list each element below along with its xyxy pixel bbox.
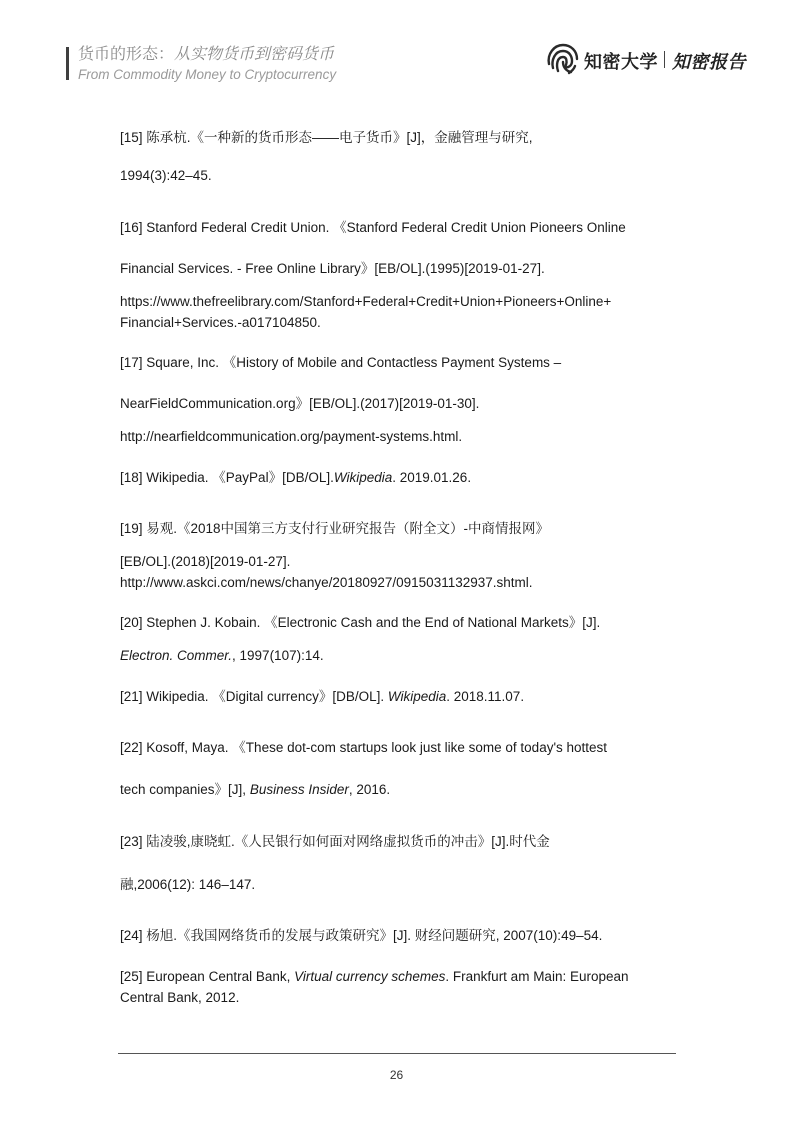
header-title-prefix: 货币的形态： [78, 46, 175, 63]
reference-22-line-2 [120, 779, 680, 800]
reference-17-line-2: NearFieldCommunication.org》[EB/OL].(2017)[2019-01-30]. [120, 396, 480, 411]
reference-18-line-1 [120, 467, 680, 488]
reference-20-italic: Electron. Commer. [120, 648, 233, 663]
reference-16-line-1: [16] Stanford Federal Credit Union. 《Stanford Federal Credit Union Pioneers Online [120, 220, 626, 235]
brand-logo [544, 40, 744, 76]
reference-25-after: . Frankfurt am Main: European [445, 969, 629, 984]
reference-24-line-1: [24] 杨旭.《我国网络货币的发展与政策研究》[J]. 财经问题研究, 2007(10):49–54. [120, 928, 603, 943]
reference-22-text: tech companies》[J], [120, 782, 250, 797]
reference-22-after: , 2016. [348, 782, 391, 797]
header-title-en: From Commodity Money to Cryptocurrency [78, 67, 337, 82]
reference-22-italic: Business Insider [249, 782, 349, 797]
reference-22-line-1: [22] Kosoff, Maya. 《These dot-com startups look just like some of today's hottest [120, 740, 608, 755]
logo-separator [664, 51, 665, 68]
reference-21-line-1 [120, 686, 680, 707]
header-title-cn [78, 45, 334, 65]
fingerprint-icon [544, 40, 580, 76]
reference-20-line-1: [20] Stephen J. Kobain. 《Electronic Cash and the End of National Markets》[J]. [120, 615, 601, 630]
reference-15-line-2: 1994(3):42–45. [120, 168, 212, 183]
footer-divider [118, 1053, 676, 1054]
reference-21-italic: Wikipedia [387, 689, 447, 704]
logo-report-text: 知密报告 [672, 52, 746, 72]
reference-25-italic: Virtual currency schemes [294, 969, 446, 984]
reference-17-line-3: http://nearfieldcommunication.org/payment-systems.html. [120, 429, 463, 444]
reference-16-line-2: Financial Services. - Free Online Library》[EB/OL].(1995)[2019-01-27]. [120, 261, 545, 276]
logo-brand-text: 知密大学 [584, 52, 658, 72]
reference-19-line-1: [19] 易观.《2018中国第三方支付行业研究报告（附全文）-中商情报网》 [120, 521, 550, 536]
reference-16-line-3: https://www.thefreelibrary.com/Stanford+Federal+Credit+Union+Pioneers+Online+ [120, 294, 612, 309]
page-number: 26 [389, 1068, 404, 1082]
reference-18-italic: Wikipedia [333, 470, 393, 485]
reference-17-line-1: [17] Square, Inc. 《History of Mobile and Contactless Payment Systems – [120, 355, 562, 370]
reference-19-line-3: http://www.askci.com/news/chanye/20180927/0915031132937.shtml. [120, 575, 533, 590]
reference-25-text: [25] European Central Bank, [120, 969, 295, 984]
header-accent-bar [66, 47, 69, 80]
reference-19-line-2: [EB/OL].(2018)[2019-01-27]. [120, 554, 291, 569]
reference-18-after: . 2019.01.26. [392, 470, 472, 485]
reference-15-line-1: [15] 陈承杭.《一种新的货币形态——电子货币》[J]，金融管理与研究, [120, 130, 533, 145]
reference-18-text: [18] Wikipedia. 《PayPal》[DB/OL]. [120, 470, 334, 485]
reference-21-text: [21] Wikipedia. 《Digital currency》[DB/OL]. [120, 689, 388, 704]
reference-23-line-1: [23] 陆凌骏,康晓虹.《人民银行如何面对网络虚拟货币的冲击》[J].时代金 [120, 834, 550, 849]
reference-21-after: . 2018.11.07. [446, 689, 525, 704]
reference-23-line-2: 融,2006(12): 146–147. [120, 877, 256, 892]
reference-20-line-2 [120, 645, 680, 666]
reference-16-line-4: Financial+Services.-a017104850. [120, 315, 321, 330]
header-title-emphasis: 从实物货币到密码货币 [174, 46, 335, 63]
reference-20-after: , 1997(107):14. [232, 648, 324, 663]
reference-25-line-2: Central Bank, 2012. [120, 990, 240, 1005]
reference-25-line-1 [120, 966, 680, 987]
